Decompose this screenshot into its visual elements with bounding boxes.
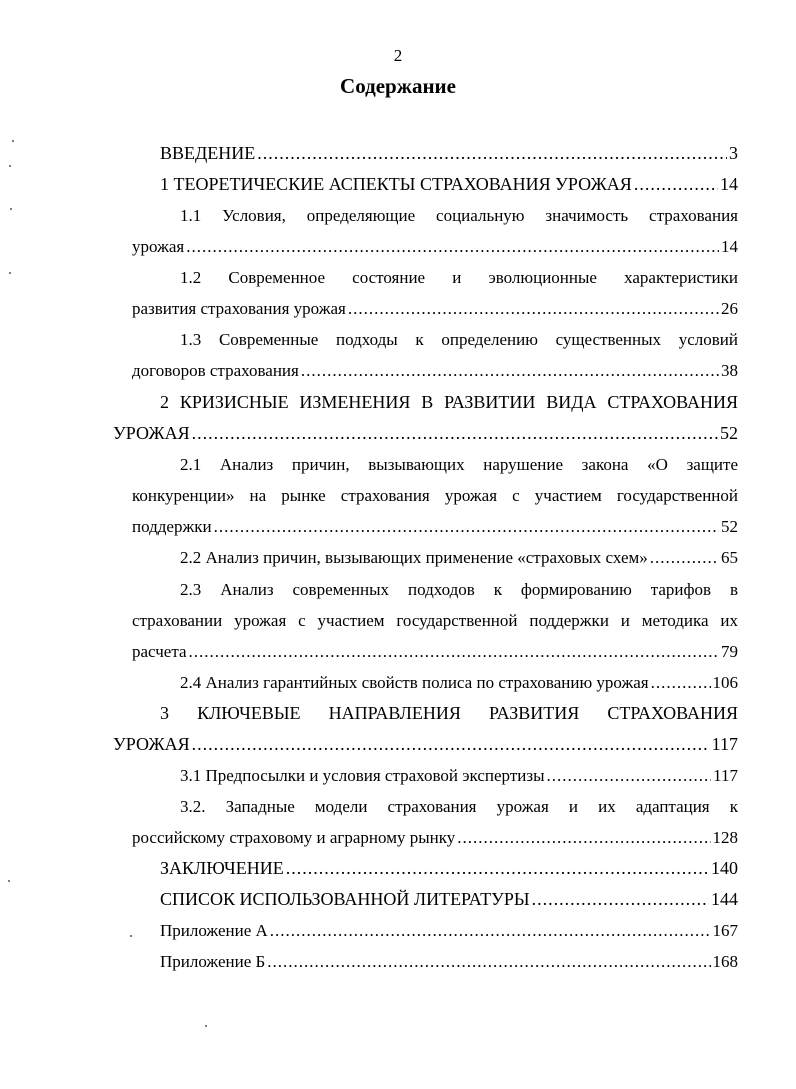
toc-entry-section-2-3[interactable]: 2.3 Анализ современных подходов к формированию тарифов в — [180, 580, 738, 599]
toc-entry-chapter-2[interactable]: 2 КРИЗИСНЫЕ ИЗМЕНЕНИЯ В РАЗВИТИИ ВИДА СТРАХОВАНИЯ — [160, 392, 738, 412]
toc-leader-dots — [651, 667, 711, 698]
toc-entry-chapter-3-continuation[interactable] — [113, 729, 738, 760]
toc-entry-page: 3 — [729, 143, 738, 163]
toc-entry-title: УРОЖАЯ — [113, 734, 190, 754]
scan-speck — [12, 140, 14, 142]
toc-leader-dots — [532, 884, 709, 915]
toc-entry-title: СПИСОК ИСПОЛЬЗОВАННОЙ ЛИТЕРАТУРЫ — [160, 889, 530, 909]
toc-leader-dots — [214, 511, 719, 542]
toc-entry-page: 117 — [711, 734, 738, 754]
toc-entry-page: 117 — [713, 766, 738, 785]
toc-entry-section-1-3[interactable]: 1.3 Современные подходы к определению существенных условий — [180, 330, 738, 349]
page-number: 2 — [393, 46, 403, 65]
toc-entry-page: 52 — [720, 423, 738, 443]
toc-entry-title: поддержки — [132, 517, 212, 536]
toc-entry-page: 79 — [721, 642, 738, 661]
scan-speck — [9, 165, 11, 167]
toc-entry-section-1-2[interactable]: 1.2 Современное состояние и эволюционные характеристики — [180, 268, 738, 287]
toc-entry-title: Приложение А — [160, 921, 268, 940]
toc-entry-page: 14 — [721, 237, 738, 256]
toc-entry-chapter-1[interactable] — [160, 169, 738, 200]
toc-entry-page: 128 — [712, 828, 738, 847]
toc-leader-dots — [457, 822, 710, 853]
scan-speck — [8, 880, 10, 882]
toc-entry-section-1-3-continuation[interactable] — [132, 355, 738, 386]
toc-entry-section-2-4[interactable] — [180, 667, 738, 698]
toc-entry-title: договоров страхования — [132, 361, 299, 380]
toc-leader-dots — [650, 542, 719, 573]
toc-entry-section-2-3-continuation[interactable] — [132, 636, 738, 667]
toc-entry-title: 2.4 Анализ гарантийных свойств полиса по страхованию урожая — [180, 673, 649, 692]
toc-entry-title: Приложение Б — [160, 952, 266, 971]
toc-entry-page: 106 — [712, 673, 738, 692]
toc-entry-page: 65 — [721, 548, 738, 567]
toc-entry-intro[interactable] — [160, 138, 738, 169]
toc-entry-appendix-b[interactable] — [160, 946, 738, 977]
toc-entry-title: ВВЕДЕНИЕ — [160, 143, 256, 163]
scan-speck — [130, 935, 132, 937]
toc-leader-dots — [257, 138, 727, 169]
toc-leader-dots — [192, 729, 710, 760]
toc-entry-title: 3.1 Предпосылки и условия страховой экспертизы — [180, 766, 545, 785]
toc-entry-page: 52 — [721, 517, 738, 536]
toc-entry-section-1-1[interactable]: 1.1 Условия, определяющие социальную значимость страхования — [180, 206, 738, 225]
toc-leader-dots — [348, 293, 719, 324]
toc-entry-appendix-a[interactable] — [160, 915, 738, 946]
toc-entry-section-1-1-continuation[interactable] — [132, 231, 738, 262]
toc-entry-section-2-1[interactable]: 2.1 Анализ причин, вызывающих нарушение закона «О защите — [180, 455, 738, 474]
toc-entry-title: УРОЖАЯ — [113, 423, 190, 443]
scan-speck — [205, 1025, 207, 1027]
toc-entry-section-2-1-line-2[interactable]: конкуренции» на рынке страхования урожая с участием государственной — [132, 486, 738, 505]
toc-leader-dots — [192, 418, 718, 449]
toc-entry-page: 140 — [711, 858, 738, 878]
toc-leader-dots — [547, 760, 712, 791]
toc-entry-section-3-2-continuation[interactable] — [132, 822, 738, 853]
toc-leader-dots — [634, 169, 718, 200]
toc-leader-dots — [189, 636, 719, 667]
toc-leader-dots — [270, 915, 711, 946]
toc-entry-section-1-2-continuation[interactable] — [132, 293, 738, 324]
toc-leader-dots — [301, 355, 719, 386]
toc-entry-chapter-2-continuation[interactable] — [113, 418, 738, 449]
toc-entry-page: 26 — [721, 299, 738, 318]
toc-entry-title: 2.2 Анализ причин, вызывающих применение «страховых схем» — [180, 548, 648, 567]
toc-entry-title: российскому страховому и аграрному рынку — [132, 828, 456, 847]
toc-entry-section-2-2[interactable] — [180, 542, 738, 573]
toc-entry-references[interactable] — [160, 884, 738, 915]
toc-entry-page: 168 — [712, 952, 738, 971]
toc-leader-dots — [186, 231, 719, 262]
toc-entry-conclusion[interactable] — [160, 853, 738, 884]
page-title: Содержание — [340, 74, 456, 98]
toc-entry-page: 14 — [720, 174, 738, 194]
toc-entry-title: расчета — [132, 642, 187, 661]
toc-entry-section-3-2[interactable]: 3.2. Западные модели страхования урожая и их адаптация к — [180, 797, 738, 816]
toc-entry-section-2-1-continuation[interactable] — [132, 511, 738, 542]
toc-entry-chapter-3[interactable]: 3 КЛЮЧЕВЫЕ НАПРАВЛЕНИЯ РАЗВИТИЯ СТРАХОВАНИЯ — [160, 703, 738, 723]
toc-leader-dots — [267, 946, 710, 977]
scan-speck — [10, 208, 12, 210]
toc-entry-page: 144 — [711, 889, 738, 909]
toc-entry-page: 38 — [721, 361, 738, 380]
toc-entry-title: урожая — [132, 237, 185, 256]
toc-entry-section-3-1[interactable] — [180, 760, 738, 791]
toc-leader-dots — [286, 853, 709, 884]
toc-entry-section-2-3-line-2[interactable]: страховании урожая с участием государственной поддержки и методика их — [132, 611, 738, 630]
toc-entry-title: развития страхования урожая — [132, 299, 346, 318]
toc-entry-title: 1 ТЕОРЕТИЧЕСКИЕ АСПЕКТЫ СТРАХОВАНИЯ УРОЖАЯ — [160, 174, 632, 194]
toc-entry-title: ЗАКЛЮЧЕНИЕ — [160, 858, 284, 878]
toc-entry-page: 167 — [712, 921, 738, 940]
scan-speck — [9, 272, 11, 274]
